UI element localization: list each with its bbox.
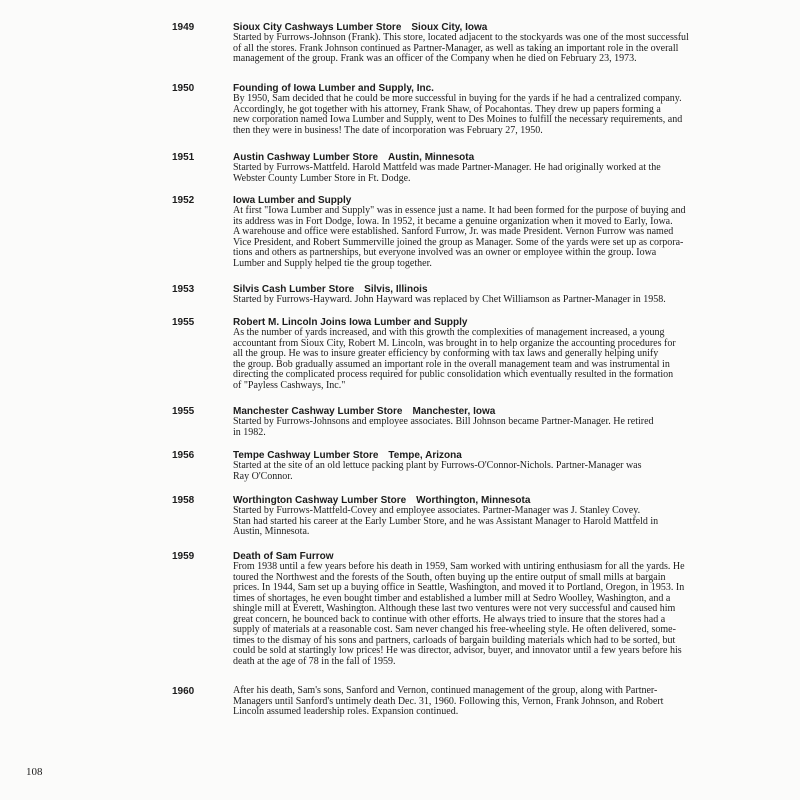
- body-line: Lumber and Supply helped tie the group together.: [233, 257, 432, 269]
- entry-content: [233, 83, 721, 136]
- entry-title: Worthington Cashway Lumber Store: [233, 495, 407, 506]
- entry-year: 1953: [172, 284, 195, 295]
- entry-body: [233, 417, 721, 438]
- body-line: supply of materials at a reasonable cost. Sam never changed his free-wheeling style. He often delivered, some-: [233, 624, 676, 635]
- entry-year: 1949: [172, 22, 195, 33]
- body-line: Managers until Sanford's untimely death Dec. 31, 1960. Following this, Vernon, Frank Johnson, and Robert: [233, 695, 664, 707]
- body-line: management of the group. Frank was an officer of the Company when he died on February 23, 1973.: [233, 53, 637, 64]
- entry-body: [233, 94, 721, 136]
- entry-body: [233, 163, 721, 184]
- body-line: its address was in Fort Dodge, Iowa. In 1952, it became a genuine organization when it moved to Early, Iowa.: [233, 215, 673, 227]
- page-number: 108: [26, 766, 43, 778]
- entry-location: Worthington, Minnesota: [416, 495, 531, 506]
- entry-content: [233, 284, 721, 306]
- body-line: tions and others as partnerships, but everyone involved was an owner or employee within the group. Iowa: [233, 247, 657, 258]
- entry-content: [233, 406, 721, 438]
- body-line: Started by Furrows-Hayward. John Hayward was replaced by Chet Williamson as Partner-Manager in 1958.: [233, 294, 666, 305]
- body-line: times to the dismay of his sons and partners, carloads of bargain building materials which had to be sorted, but: [233, 634, 676, 646]
- entry-content: [233, 195, 721, 269]
- body-line: directing the complicated process required for public consolidation which eventually resulted in the formation: [233, 369, 674, 380]
- entry-title: Austin Cashway Lumber Store: [233, 152, 379, 163]
- entry-location: Sioux City, Iowa: [411, 22, 488, 33]
- entry-body: [233, 562, 721, 667]
- entry-year: 1956: [172, 450, 195, 461]
- body-line: Webster County Lumber Store in Ft. Dodge.: [233, 172, 411, 184]
- entry-year: 1950: [172, 83, 195, 94]
- body-line: Lincoln assumed leadership roles. Expansion continued.: [233, 706, 459, 717]
- body-line: Started by Furrows-Mattfeld-Covey and employee associates. Partner-Manager was J. Stanley Covey.: [233, 505, 641, 516]
- entry-body: [233, 33, 721, 65]
- body-line: the group. Bob gradually assumed an important role in the overall management team and was instrumental in: [233, 358, 670, 370]
- body-line: Started by Furrows-Johnson (Frank). This store, located adjacent to the stockyards was one of the most successful: [233, 32, 689, 43]
- entry-location: Tempe, Arizona: [388, 450, 462, 461]
- entry-content: [233, 686, 721, 718]
- entry-title: Robert M. Lincoln Joins Iowa Lumber and Supply: [233, 317, 468, 328]
- body-line: accountant from Sioux City, Robert M. Lincoln, was brought in to help organize the accounting procedures for: [233, 337, 676, 349]
- body-line: At first "Iowa Lumber and Supply" was in essence just a name. It had been formed for the purpose of buying and: [233, 205, 686, 216]
- body-line: death at the age of 78 in the fall of 1959.: [233, 655, 396, 667]
- entry-content: [233, 450, 721, 482]
- body-line: As the number of yards increased, and with this growth the complexities of management increased, a young: [233, 327, 665, 338]
- entry-location: Austin, Minnesota: [388, 152, 475, 163]
- entry-year: 1951: [172, 152, 195, 163]
- body-line: great concern, he bounced back to continue with other efforts. He always tried to insure that the stores had a: [233, 613, 666, 625]
- body-line: times of shortages, he even bought timber and established a lumber mill at Sedro Woolley, Washington, and a: [233, 592, 671, 604]
- entry-year: 1952: [172, 195, 195, 206]
- body-line: of "Payless Cashways, Inc.": [233, 379, 346, 391]
- entry-year: 1955: [172, 317, 195, 328]
- entry-title: Manchester Cashway Lumber Store: [233, 406, 403, 417]
- entry-year: 1959: [172, 551, 195, 562]
- body-line: After his death, Sam's sons, Sanford and Vernon, continued management of the group, along with Partner-: [233, 685, 658, 696]
- body-line: Austin, Minnesota.: [233, 526, 310, 537]
- body-line: in 1982.: [233, 426, 266, 438]
- body-line: prices. In 1944, Sam set up a buying office in Seattle, Washington, and moved it to Portland, Oregon, in 1953. In: [233, 582, 685, 593]
- body-line: Ray O'Connor.: [233, 470, 293, 482]
- entry-location: Silvis, Illinois: [364, 284, 428, 295]
- entry-location: Manchester, Iowa: [412, 406, 496, 417]
- entry-body: [233, 461, 721, 482]
- body-line: Stan had started his career at the Early Lumber Store, and he was Assistant Manager to Harold Mattfeld in: [233, 515, 659, 527]
- body-line: all the group. He was to insure greater efficiency by conforming with tax laws and generally helping unify: [233, 348, 659, 359]
- entry-title: Founding of Iowa Lumber and Supply, Inc.: [233, 83, 434, 94]
- body-line: A warehouse and office were established. Sanford Furrow, Jr. was made President. Vernon Furrow was named: [233, 226, 674, 237]
- body-line: new corporation named Iowa Lumber and Supply, went to Des Moines to fulfill the necessary requirements, and: [233, 114, 683, 125]
- body-line: Vice President, and Robert Summerville joined the group as Manager. Some of the yards were set up as corpora-: [233, 236, 684, 248]
- entry-title: Tempe Cashway Lumber Store: [233, 450, 379, 461]
- entry-title: Iowa Lumber and Supply: [233, 195, 352, 206]
- entry-year: 1960: [172, 686, 195, 697]
- body-line: of all the stores. Frank Johnson continued as Partner-Manager, as well as taking an important role in the overall: [233, 42, 679, 54]
- body-line: Accordingly, he got together with his attorney, Frank Shaw, of Pocahontas. They drew up papers forming a: [233, 103, 661, 115]
- entry-content: [233, 551, 721, 667]
- entry-year: 1958: [172, 495, 195, 506]
- body-line: then they were in business! The date of incorporation was February 27, 1950.: [233, 124, 543, 136]
- entry-title: Silvis Cash Lumber Store: [233, 284, 355, 295]
- entry-body: [233, 206, 721, 269]
- entry-title: Sioux City Cashways Lumber Store: [233, 22, 402, 33]
- body-line: Started at the site of an old lettuce packing plant by Furrows-O'Connor-Nichols. Partner-Manager was: [233, 460, 642, 471]
- entry-title: Death of Sam Furrow: [233, 551, 334, 562]
- body-line: Started by Furrows-Mattfeld. Harold Mattfeld was made Partner-Manager. He had originally worked at the: [233, 162, 661, 173]
- entry-content: [233, 317, 721, 391]
- body-line: toured the Northwest and the forests of the South, often buying up the entire output of small mills at bargain: [233, 571, 666, 583]
- body-line: From 1938 until a few years before his death in 1959, Sam worked with untiring enthusiasm for all the yards. He: [233, 561, 685, 572]
- entry-content: [233, 495, 721, 538]
- body-line: By 1950, Sam decided that he could be more successful in buying for the yards if he had a centralized company.: [233, 93, 682, 104]
- entry-body: [233, 506, 721, 538]
- body-line: could be sold at startingly low prices! He was director, advisor, buyer, and innovator until a few years before his: [233, 645, 682, 656]
- entry-content: [233, 22, 721, 65]
- body-line: shingle mill at Everett, Washington. Although these last two ventures were not very successful and caused him: [233, 603, 676, 614]
- entry-year: 1955: [172, 406, 195, 417]
- entry-body: [233, 686, 721, 718]
- entry-body: [233, 295, 721, 306]
- body-line: Started by Furrows-Johnsons and employee associates. Bill Johnson became Partner-Manager. He retired: [233, 416, 654, 427]
- entry-content: [233, 152, 721, 184]
- entry-body: [233, 328, 721, 391]
